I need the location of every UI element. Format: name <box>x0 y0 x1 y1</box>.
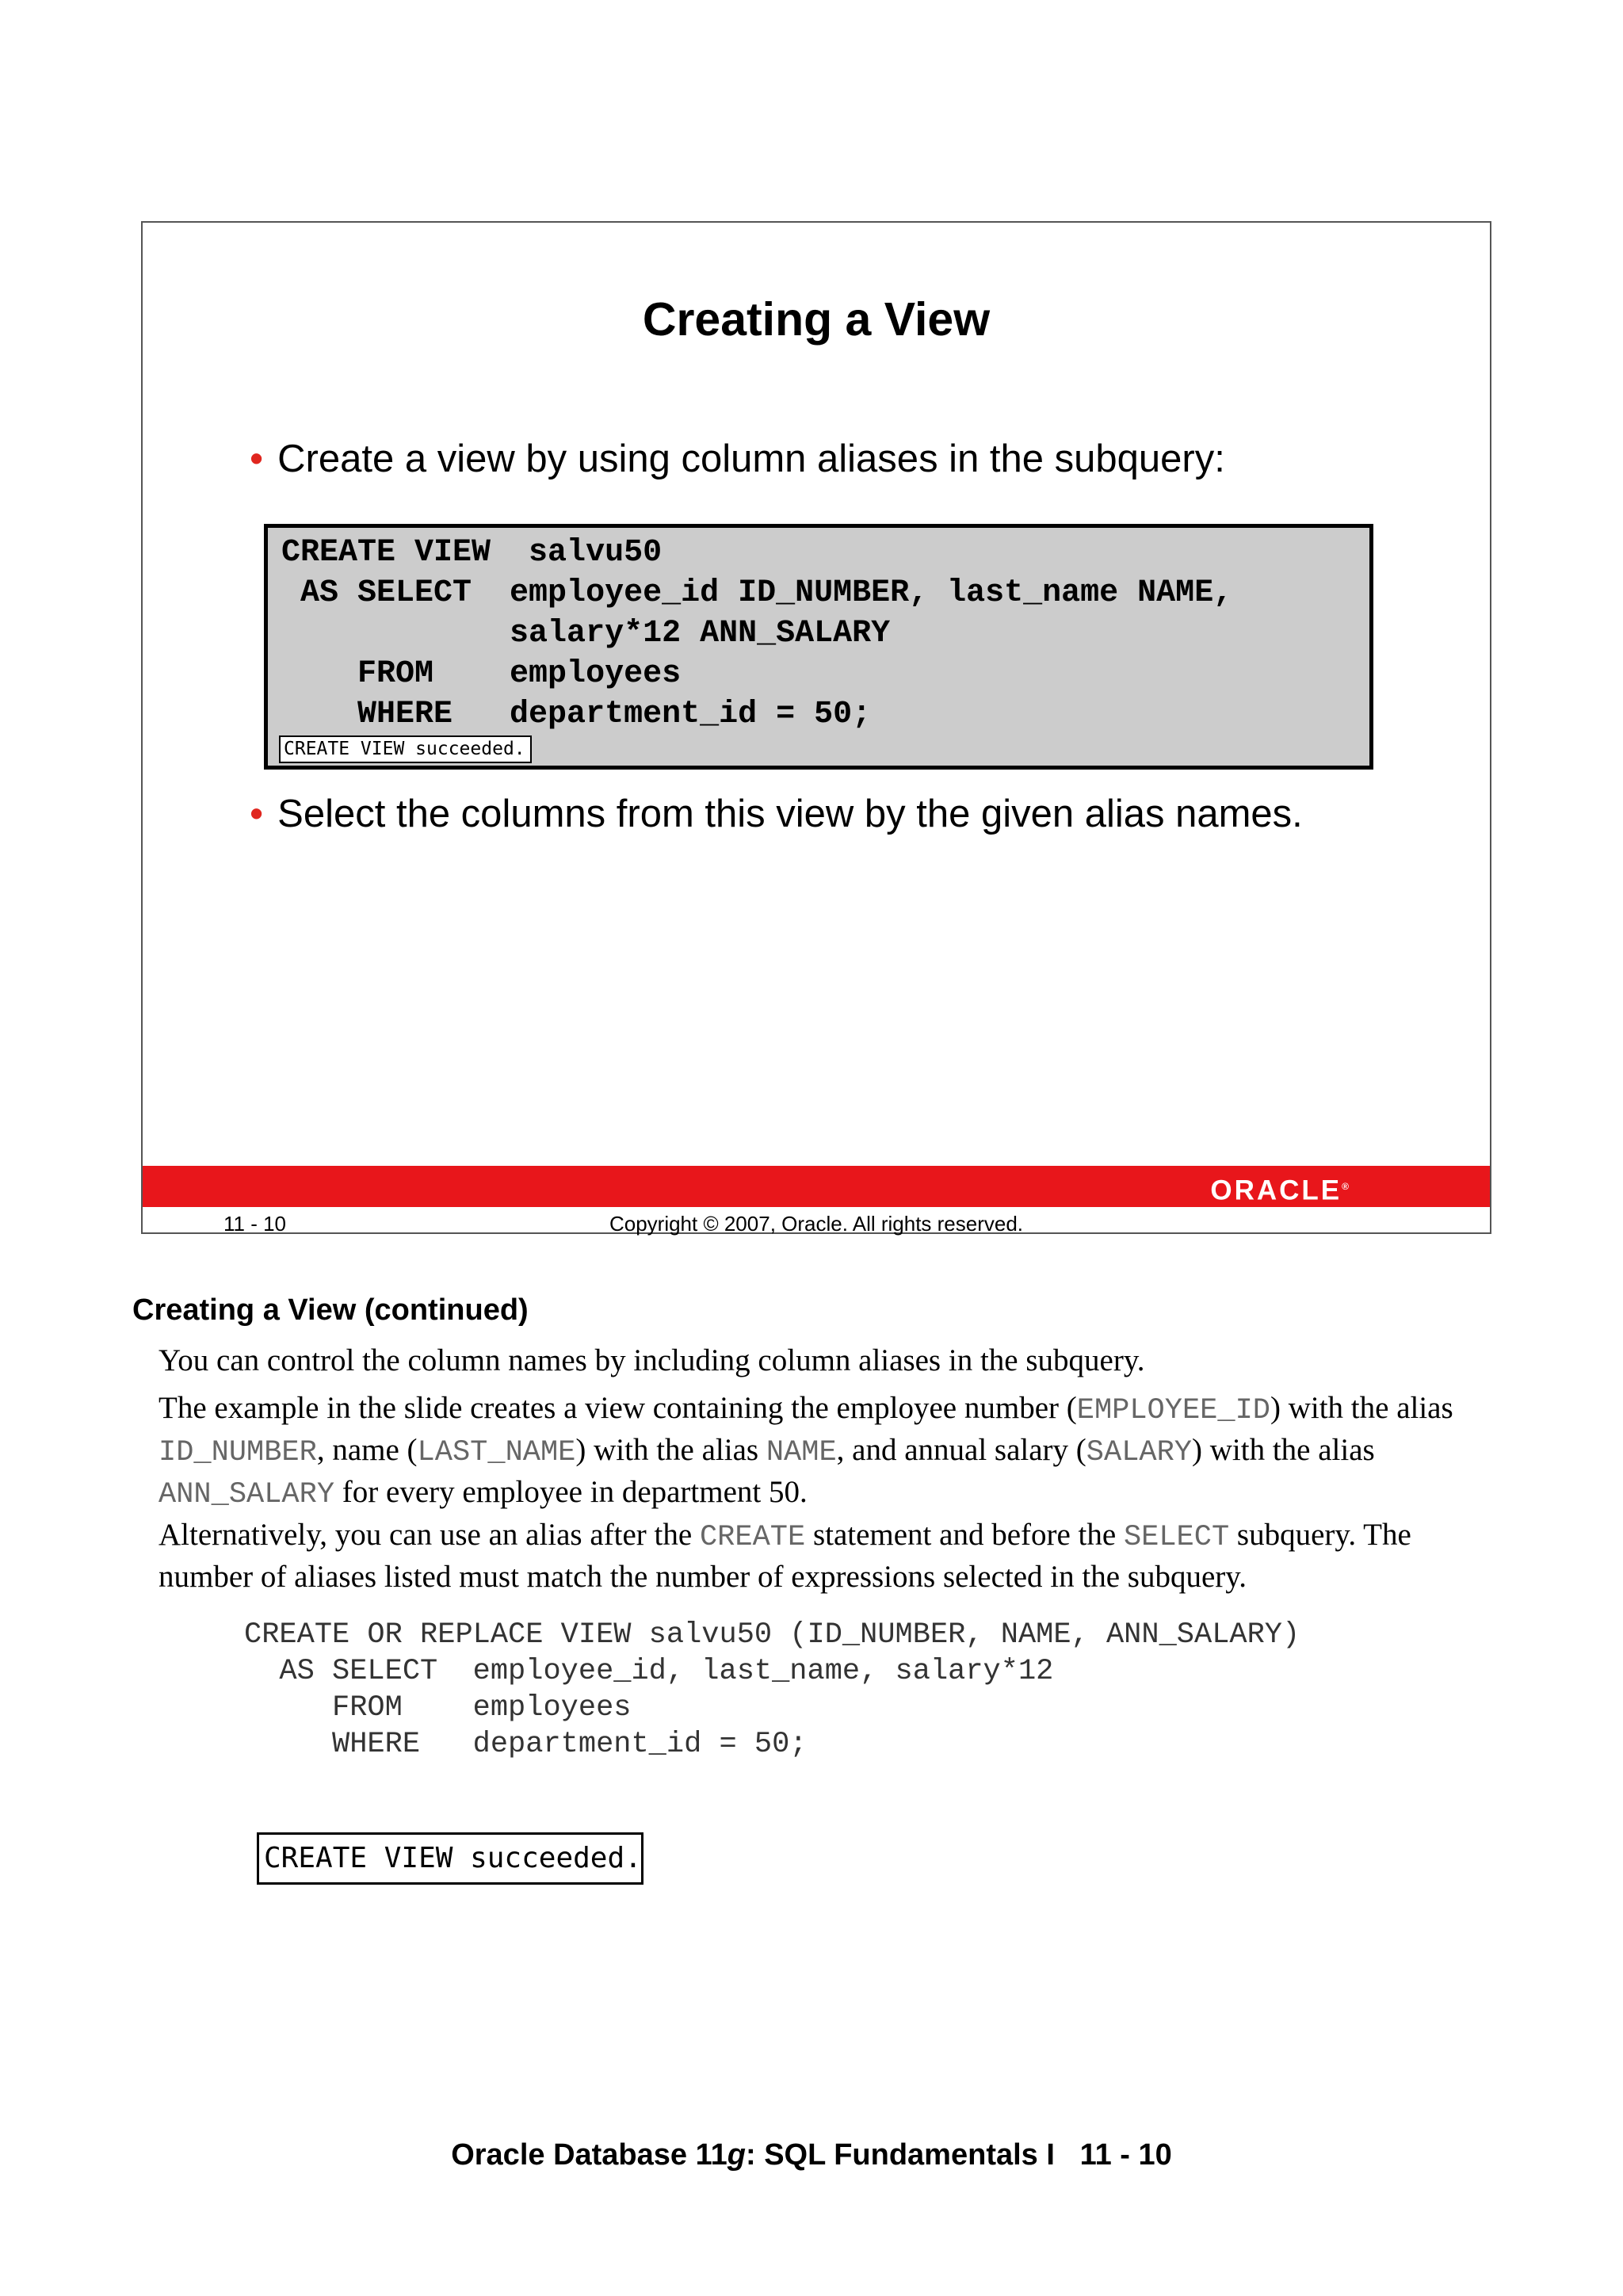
inline-code: NAME <box>766 1436 837 1469</box>
page-footer: Oracle Database 11g: SQL Fundamentals I 11 - 10 <box>451 2138 1172 2172</box>
notes-paragraph-3: Alternatively, you can use an alias after the CREATE statement and before the SELECT subquery. The number of aliases listed must match the number of expressions selected in the subquery. <box>158 1518 1411 1594</box>
inline-code: LAST_NAME <box>417 1436 576 1469</box>
inline-code: SALARY <box>1086 1436 1193 1469</box>
slide-frame <box>141 221 1491 1234</box>
slide-number: 11 - 10 <box>223 1212 287 1236</box>
code-line: AS SELECT employee_id, last_name, salary*12 <box>244 1655 1054 1688</box>
bullet-1-text: Create a view by using column aliases in the subquery: <box>277 437 1225 480</box>
code-line: AS SELECT employee_id ID_NUMBER, last_name NAME, <box>281 575 1233 611</box>
oracle-logo: ORACLE® <box>1210 1175 1349 1206</box>
footer-red-bar <box>143 1166 1490 1207</box>
inline-code: ID_NUMBER <box>158 1436 317 1469</box>
code-line: WHERE department_id = 50; <box>244 1728 808 1761</box>
bullet-2 <box>250 792 1303 836</box>
result-box: CREATE VIEW succeeded. <box>257 1832 643 1885</box>
bullet-dot: • <box>250 437 264 480</box>
inline-code: EMPLOYEE_ID <box>1076 1394 1270 1427</box>
example-code-block <box>244 1617 1300 1763</box>
bullet-dot: • <box>250 793 264 835</box>
code-line: WHERE department_id = 50; <box>281 697 872 732</box>
copyright: Copyright © 2007, Oracle. All rights reserved. <box>609 1212 1024 1236</box>
slide-code-box <box>264 524 1373 770</box>
slide-title: Creating a View <box>642 293 991 346</box>
code-line: CREATE OR REPLACE VIEW salvu50 (ID_NUMBER, NAME, ANN_SALARY) <box>244 1618 1300 1652</box>
inline-code: CREATE <box>699 1521 806 1554</box>
code-line: FROM employees <box>281 656 682 692</box>
inline-code: ANN_SALARY <box>158 1478 335 1511</box>
slide-result-box: CREATE VIEW succeeded. <box>279 735 532 763</box>
notes-heading: Creating a View (continued) <box>132 1293 529 1327</box>
inline-code: SELECT <box>1123 1521 1230 1554</box>
code-line: salary*12 ANN_SALARY <box>281 616 891 651</box>
bullet-2-text: Select the columns from this view by the given alias names. <box>277 793 1303 835</box>
bullet-1 <box>250 437 1225 481</box>
notes-paragraph-1: You can control the column names by including column aliases in the subquery. <box>158 1343 1145 1377</box>
code-line: FROM employees <box>244 1691 632 1725</box>
notes-paragraph-2: The example in the slide creates a view containing the employee number (EMPLOYEE_ID) with the alias ID_NUMBER, name (LAST_NAME) with the alias NAME, and annual salary (SALARY) with the alias ANN_SALARY for every employee in department 50. <box>158 1391 1453 1511</box>
code-line: CREATE VIEW salvu50 <box>281 535 663 571</box>
